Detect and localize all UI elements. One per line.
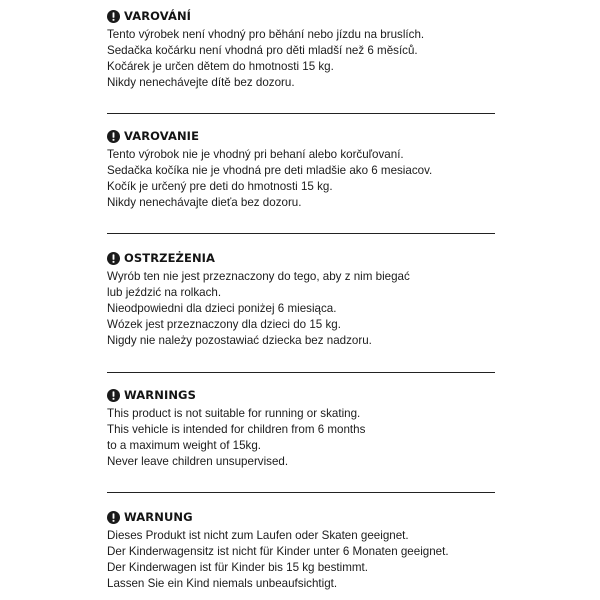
warning-lines [107, 406, 495, 470]
warning-heading [107, 8, 495, 24]
warning-heading-text: VAROVÁNÍ [124, 9, 192, 23]
warning-lines [107, 27, 495, 91]
warning-lines [107, 269, 495, 349]
warning-section-pl [107, 250, 495, 349]
section-divider [107, 492, 495, 493]
warning-exclamation-icon [107, 10, 120, 23]
warning-heading [107, 128, 495, 144]
warning-line: Kočárek je určen dětem do hmotnosti 15 kg. [107, 60, 334, 73]
warning-line: This vehicle is intended for children from 6 months [107, 423, 366, 436]
warning-lines [107, 528, 495, 592]
warning-heading [107, 509, 495, 525]
warning-section-en [107, 387, 495, 470]
warning-section-sk [107, 128, 495, 211]
warning-heading [107, 250, 495, 266]
warning-exclamation-icon [107, 511, 120, 524]
warning-lines [107, 147, 495, 211]
warning-line: This product is not suitable for running or skating. [107, 407, 361, 420]
warning-heading-text: OSTRZEŻENIA [124, 251, 216, 265]
section-divider [107, 113, 495, 114]
section-divider [107, 233, 495, 234]
warning-line: Tento výrobek není vhodný pro běhání nebo jízdu na bruslích. [107, 28, 425, 41]
warning-line: Sedačka kočárku není vhodná pro děti mladší než 6 měsíců. [107, 44, 418, 57]
warning-line: Kočík je určený pre deti do hmotnosti 15 kg. [107, 180, 333, 193]
warning-line: lub jeździć na rolkach. [107, 286, 222, 299]
warning-line: Wyrób ten nie jest przeznaczony do tego, aby z nim biegać [107, 270, 410, 283]
warning-line: Tento výrobok nie je vhodný pri behaní alebo korčuľovaní. [107, 148, 404, 161]
warning-line: Sedačka kočíka nie je vhodná pre deti mladšie ako 6 mesiacov. [107, 164, 433, 177]
warning-heading [107, 387, 495, 403]
warning-section-cs [107, 8, 495, 91]
warning-line: Der Kinderwagen ist für Kinder bis 15 kg bestimmt. [107, 561, 368, 574]
warning-line: Nieodpowiedni dla dzieci poniżej 6 miesiąca. [107, 302, 337, 315]
section-divider [107, 372, 495, 373]
warning-line: Nigdy nie należy pozostawiać dziecka bez nadzoru. [107, 334, 372, 347]
warning-line: to a maximum weight of 15kg. [107, 439, 262, 452]
warning-line: Dieses Produkt ist nicht zum Laufen oder Skaten geeignet. [107, 529, 409, 542]
warning-line: Lassen Sie ein Kind niemals unbeaufsichtigt. [107, 577, 338, 590]
warning-line: Nikdy nenechávejte dítě bez dozoru. [107, 76, 295, 89]
warning-heading-text: WARNINGS [124, 388, 196, 402]
warning-section-de [107, 509, 495, 592]
warning-heading-text: WARNUNG [124, 510, 193, 524]
warning-line: Wózek jest przeznaczony dla dzieci do 15 kg. [107, 318, 341, 331]
warning-heading-text: VAROVANIE [124, 129, 200, 143]
warning-exclamation-icon [107, 389, 120, 402]
warning-exclamation-icon [107, 130, 120, 143]
warning-line: Never leave children unsupervised. [107, 455, 289, 468]
warning-line: Nikdy nenechávajte dieťa bez dozoru. [107, 196, 302, 209]
warning-line: Der Kinderwagensitz ist nicht für Kinder unter 6 Monaten geeignet. [107, 545, 449, 558]
warning-exclamation-icon [107, 252, 120, 265]
